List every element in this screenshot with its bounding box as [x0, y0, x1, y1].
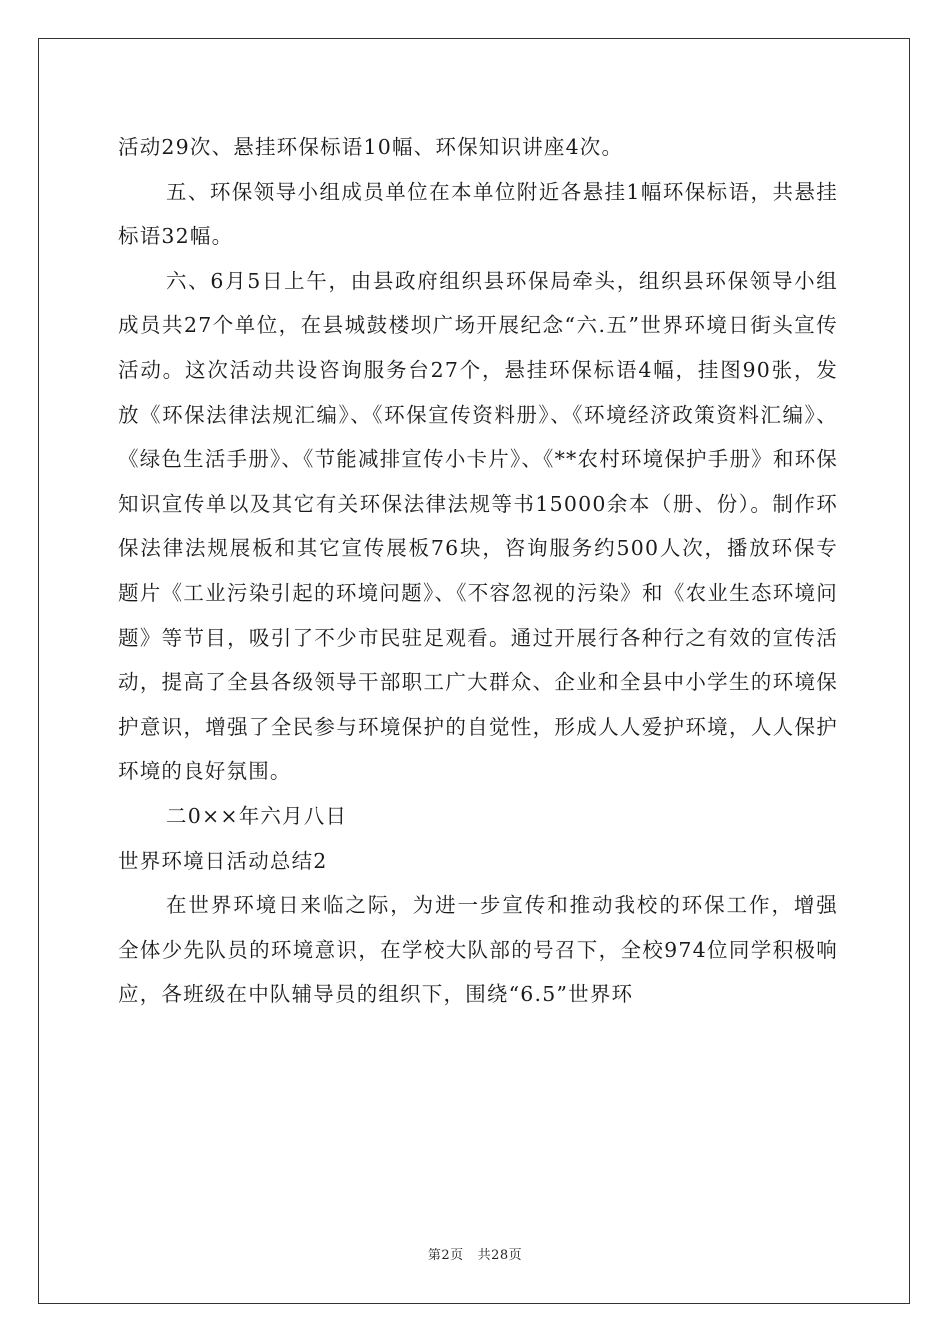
current-page-number: 第2页 — [427, 1248, 464, 1263]
document-body — [118, 125, 838, 1017]
paragraph-1: 活动29次、悬挂环保标语10幅、环保知识讲座4次。 — [118, 135, 624, 159]
paragraph-2: 五、环保领导小组成员单位在本单位附近各悬挂1幅环保标语，共悬挂标语32幅。 — [118, 179, 838, 249]
page-footer — [0, 1248, 950, 1264]
section-heading: 世界环境日活动总结2 — [118, 848, 328, 873]
total-page-count: 共28页 — [477, 1248, 523, 1263]
paragraph-4: 在世界环境日来临之际，为进一步宣传和推动我校的环保工作，增强全体少先队员的环境意识，在学校大队部的号召下，全校974位同学积极响应，各班级在中队辅导员的组织下，围绕“6.5”世界环 — [118, 893, 838, 1007]
date-line: 二0××年六月八日 — [166, 803, 348, 828]
paragraph-3: 六、6月5日上午，由县政府组织县环保局牵头，组织县环保领导小组成员共27个单位，在县城鼓楼坝广场开展纪念“六.五”世界环境日街头宣传活动。这次活动共设咨询服务台27个，悬挂环保标语4幅，挂图90张，发放《环保法律法规汇编》、《环保宣传资料册》、《环境经济政策资料汇编》、《绿色生活手册》、《节能减排宣传小卡片》、《**农村环境保护手册》和环保知识宣传单以及其它有关环保法律法规等书15000余本（册、份）。制作环保法律法规展板和其它宣传展板76块，咨询服务约500人次，播放环保专题片《工业污染引起的环境问题》、《不容忽视的污染》和《农业生态环境问题》等节目，吸引了不少市民驻足观看。通过开展行各种行之有效的宣传活动，提高了全县各级领导干部职工广大群众、企业和全县中小学生的环境保护意识，增强了全民参与环境保护的自觉性，形成人人爱护环境，人人保护环境的良好氛围。 — [118, 268, 838, 784]
